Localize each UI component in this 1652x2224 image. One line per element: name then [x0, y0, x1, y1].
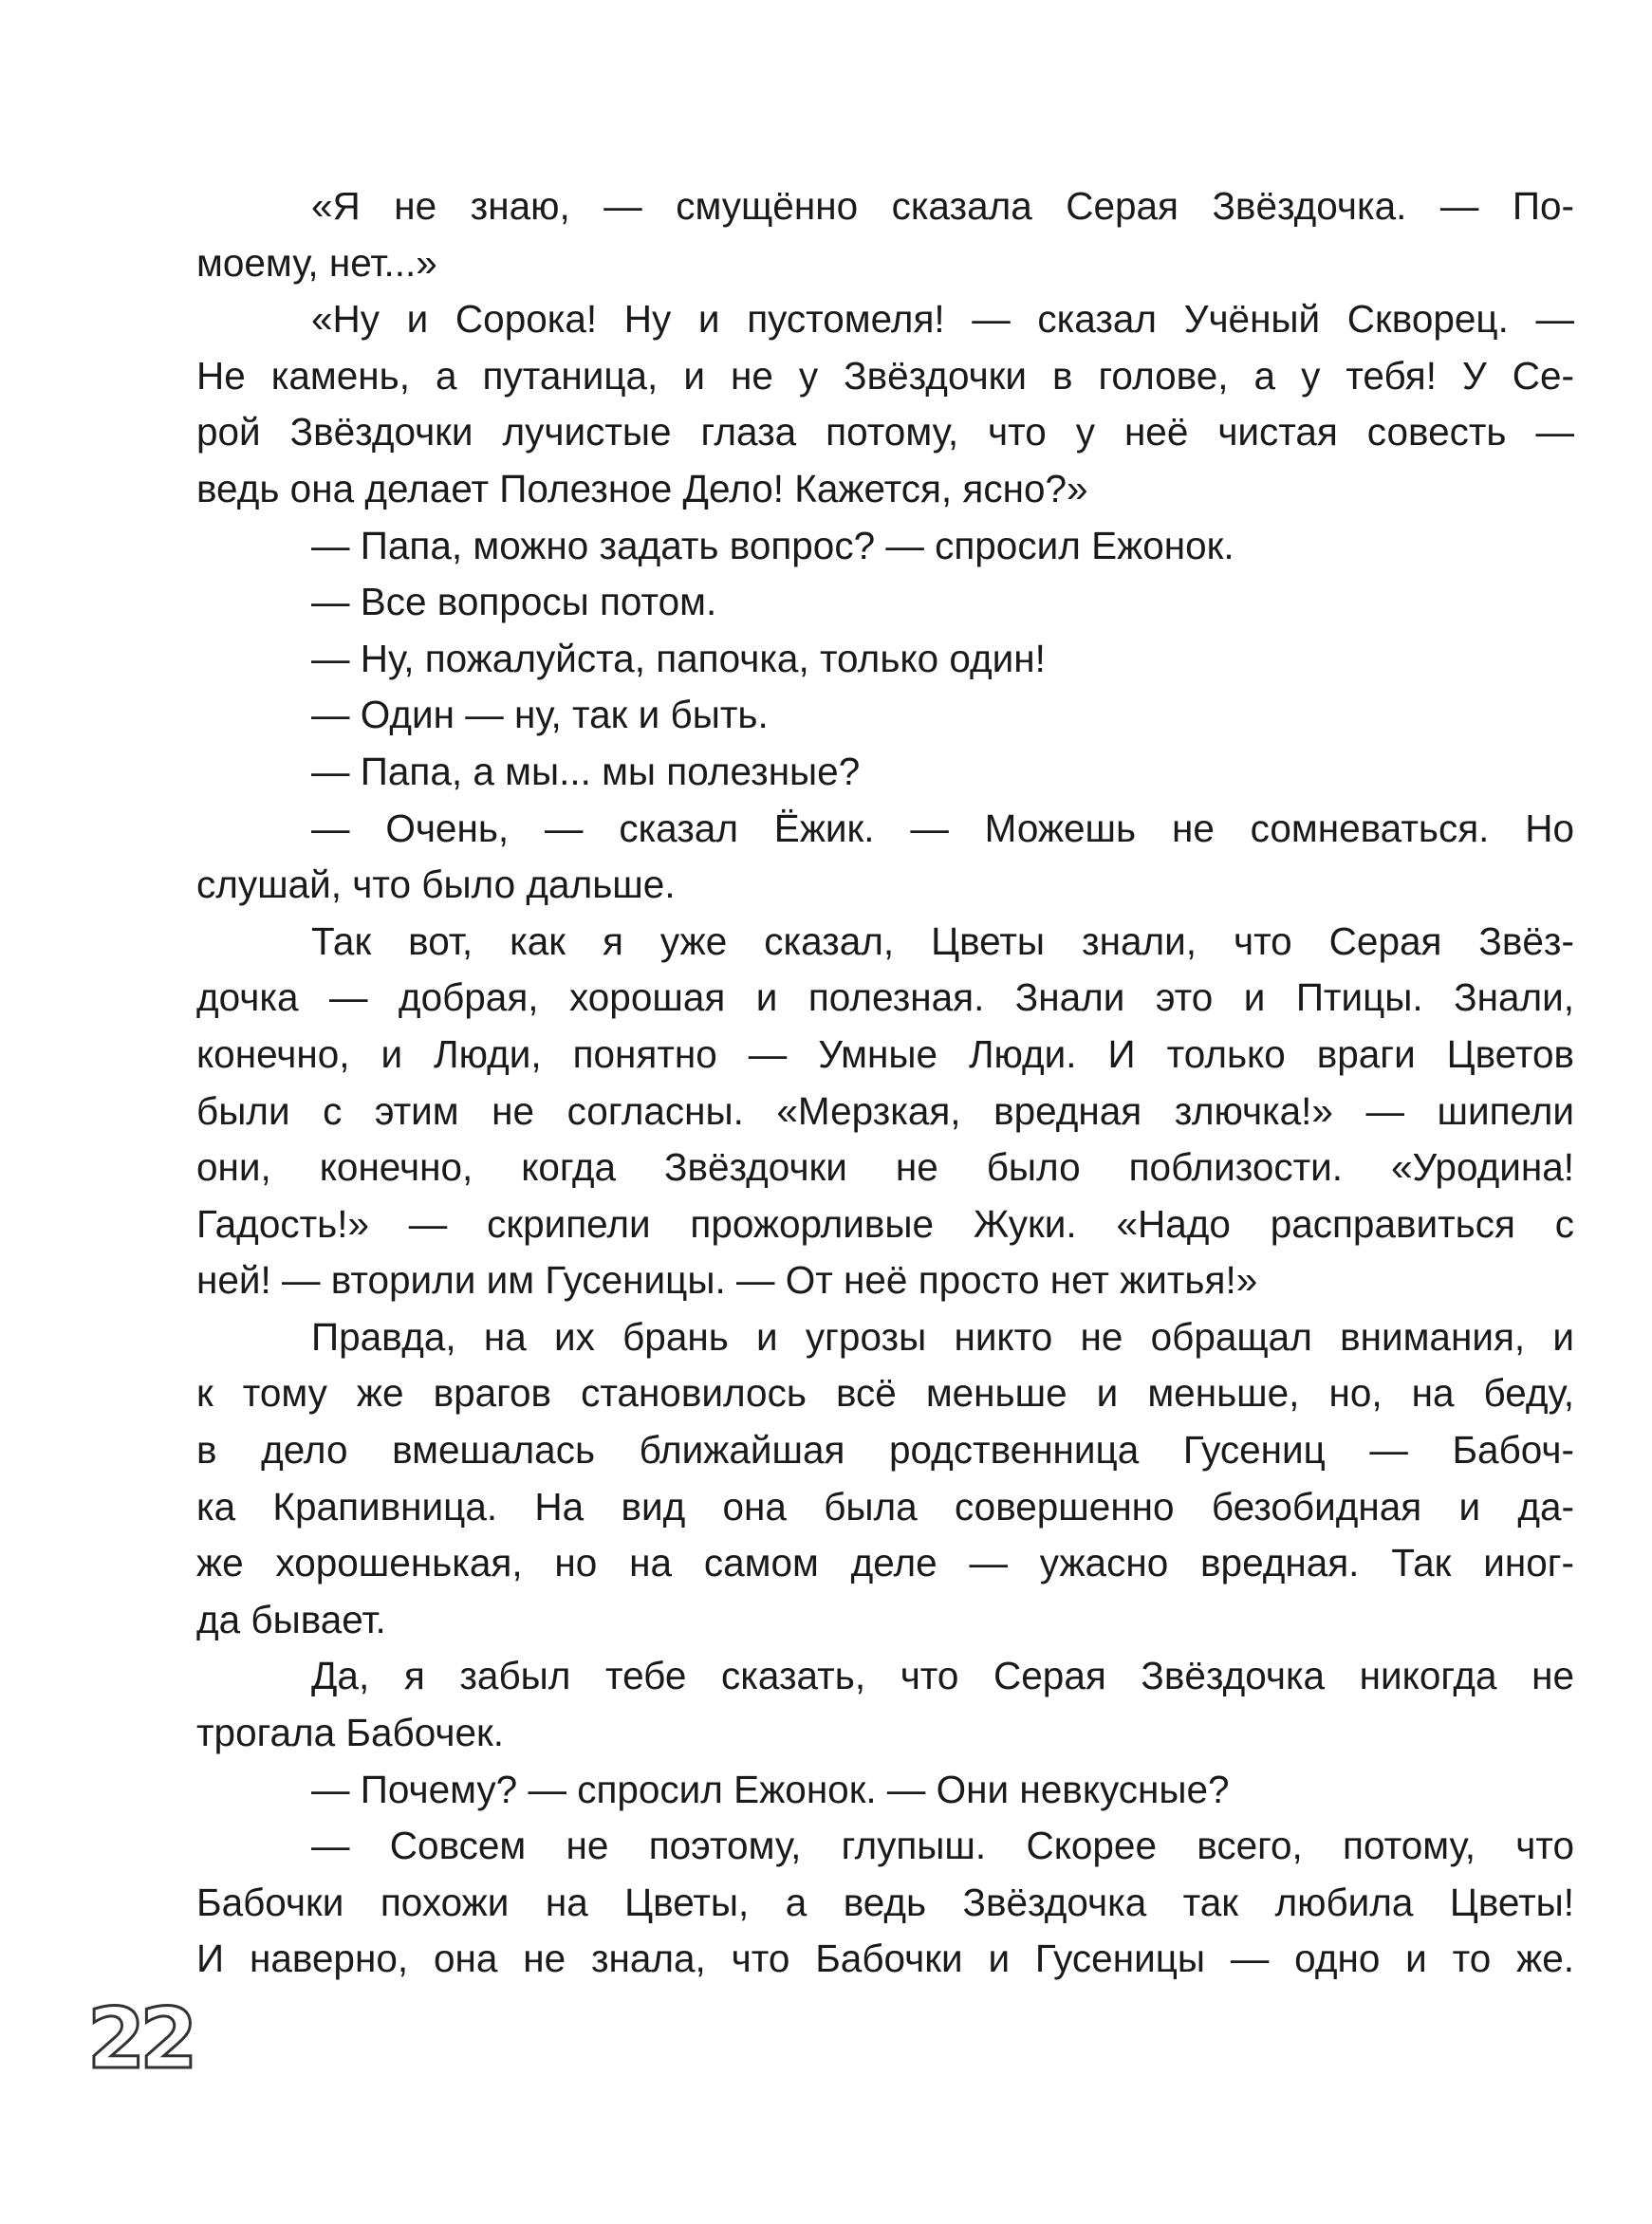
text-line: дочка — добрая, хорошая и полезная. Знали это и Птицы. Знали,: [196, 975, 1574, 1020]
text-line: к тому же врагов становилось всё меньше и меньше, но, на беду,: [196, 1371, 1574, 1416]
text-line: Гадость!» — скрипели прожорливые Жуки. «Надо расправиться с: [196, 1201, 1574, 1246]
text-line: «Я не знаю, — смущённо сказала Серая Звёздочка. — По-: [311, 184, 1574, 228]
text-line: — Все вопросы потом.: [311, 580, 717, 624]
text-line: ней! — вторили им Гусеницы. — От неё просто нет житья!»: [196, 1258, 1258, 1303]
text-line: же хорошенькая, но на самом деле — ужасно вредная. Так иног-: [196, 1541, 1574, 1585]
text-line: были с этим не согласны. «Мерзкая, вредная злючка!» — шипели: [196, 1088, 1574, 1133]
text-line: Да, я забыл тебе сказать, что Серая Звёздочка никогда не: [311, 1654, 1574, 1698]
text-line: они, конечно, когда Звёздочки не было поблизости. «Уродина!: [196, 1145, 1574, 1190]
text-line: в дело вмешалась ближайшая родственница Гусениц — Бабоч-: [196, 1428, 1574, 1473]
text-line: слушай, что было дальше.: [196, 862, 676, 907]
text-line: трогала Бабочек.: [196, 1711, 504, 1755]
text-line: И наверно, она не знала, что Бабочки и Гусеницы — одно и то же.: [196, 1937, 1574, 1981]
text-line: Правда, на их брань и угрозы никто не обращал внимания, и: [311, 1314, 1574, 1359]
text-line: конечно, и Люди, понятно — Умные Люди. И только враги Цветов: [196, 1031, 1574, 1076]
text-line: моему, нет...»: [196, 240, 437, 285]
text-line: — Папа, можно задать вопрос? — спросил Ежонок.: [311, 523, 1234, 567]
text-line: «Ну и Сорока! Ну и пустомеля! — сказал Учёный Скворец. —: [311, 297, 1574, 342]
text-line: — Ну, пожалуйста, папочка, только один!: [311, 636, 1046, 680]
text-line: ка Крапивница. На вид она была совершенно безобидная и да-: [196, 1484, 1574, 1529]
text-line: — Совсем не поэтому, глупыш. Скорее всего, потому, что: [311, 1824, 1574, 1868]
text-line: Бабочки похожи на Цветы, а ведь Звёздочка так любила Цветы!: [196, 1880, 1574, 1924]
text-line: — Один — ну, так и быть.: [311, 693, 769, 737]
text-line: Не камень, а путаница, и не у Звёздочки в голове, а у тебя! У Се-: [196, 353, 1574, 398]
text-line: рой Звёздочки лучистые глаза потому, что у неё чистая совесть —: [196, 410, 1574, 454]
page-body-text: [196, 178, 1574, 1988]
page-number: 22: [87, 1990, 193, 2087]
text-line: — Очень, — сказал Ёжик. — Можешь не сомневаться. Но: [311, 806, 1574, 850]
text-line: — Почему? — спросил Ежонок. — Они невкусные?: [311, 1767, 1230, 1811]
text-line: Так вот, как я уже сказал, Цветы знали, что Серая Звёз-: [311, 918, 1574, 963]
text-line: да бывает.: [196, 1597, 386, 1641]
text-line: ведь она делает Полезное Дело! Кажется, ясно?»: [196, 466, 1088, 510]
text-line: — Папа, а мы... мы полезные?: [311, 749, 861, 793]
